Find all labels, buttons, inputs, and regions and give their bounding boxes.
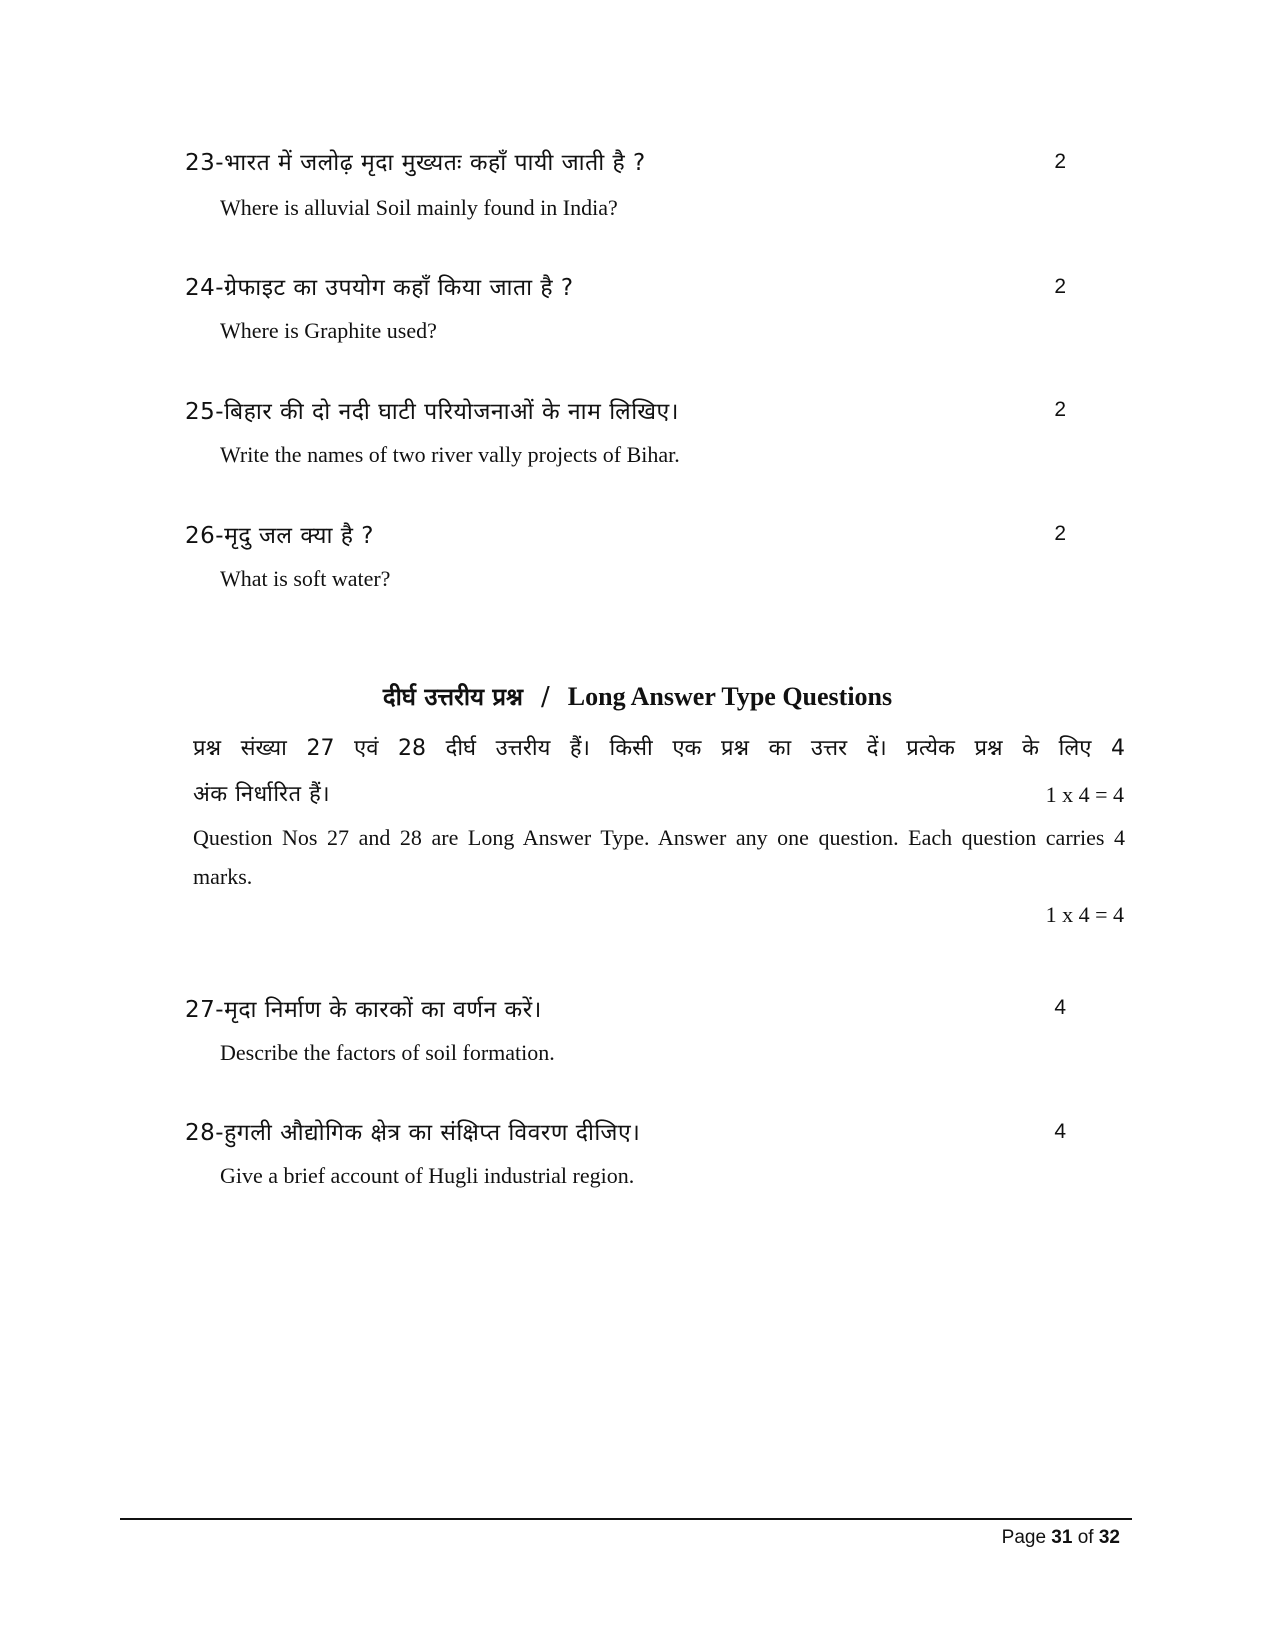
section-heading-english: Long Answer Type Questions xyxy=(567,682,893,711)
question-25-hindi: 25-बिहार की दो नदी घाटी परियोजनाओं के नाम लिखिए। xyxy=(185,399,679,425)
page-number xyxy=(1002,1527,1120,1549)
marks-scheme-english: 1 x 4 = 4 xyxy=(1045,902,1124,927)
question-26-marks: 2 xyxy=(1054,522,1066,545)
instruction-hindi-line2: अंक निर्धारित हैं। xyxy=(193,782,331,807)
instruction-english-line2: marks. xyxy=(193,864,253,889)
question-24-english: Where is Graphite used? xyxy=(220,318,437,343)
question-28-hindi: 28-हुगली औद्योगिक क्षेत्र का संक्षिप्त विवरण दीजिए। xyxy=(185,1120,641,1146)
instruction-hindi-line1: प्रश्न संख्या 27 एवं 28 दीर्घ उत्तरीय हैं। किसी एक प्रश्न का उत्तर दें। प्रत्येक प्रश्न के लिए 4 xyxy=(193,736,1125,761)
section-heading xyxy=(0,680,1275,713)
footer-divider xyxy=(120,1518,1132,1520)
question-23-english: Where is alluvial Soil mainly found in India? xyxy=(220,195,618,220)
current-page: 31 xyxy=(1051,1527,1073,1548)
question-27-english: Describe the factors of soil formation. xyxy=(220,1040,555,1065)
question-23-marks: 2 xyxy=(1054,150,1066,173)
question-24-hindi: 24-ग्रेफाइट का उपयोग कहाँ किया जाता है ? xyxy=(185,275,574,301)
question-27-hindi: 27-मृदा निर्माण के कारकों का वर्णन करें। xyxy=(185,997,542,1023)
question-23-hindi: 23-भारत में जलोढ़ मृदा मुख्यतः कहाँ पायी जाती है ? xyxy=(185,150,646,176)
question-28-english: Give a brief account of Hugli industrial region. xyxy=(220,1163,635,1188)
page-label: Page xyxy=(1001,1527,1047,1548)
question-26-hindi: 26-मृदु जल क्या है ? xyxy=(185,523,374,549)
question-24-marks: 2 xyxy=(1054,275,1066,298)
question-28-marks: 4 xyxy=(1054,1120,1066,1143)
section-heading-hindi: दीर्घ उत्तरीय प्रश्न xyxy=(382,683,524,711)
question-27-marks: 4 xyxy=(1054,996,1066,1019)
question-26-english: What is soft water? xyxy=(220,566,391,591)
section-heading-separator: / xyxy=(541,682,550,712)
marks-scheme-hindi: 1 x 4 = 4 xyxy=(1045,782,1124,807)
question-25-marks: 2 xyxy=(1054,398,1066,421)
instruction-english-line1: Question Nos 27 and 28 are Long Answer Type. Answer any one question. Each question carries 4 xyxy=(193,825,1125,850)
total-pages: 32 xyxy=(1098,1527,1120,1548)
question-25-english: Write the names of two river vally projects of Bihar. xyxy=(220,442,680,467)
of-label: of xyxy=(1077,1527,1094,1548)
